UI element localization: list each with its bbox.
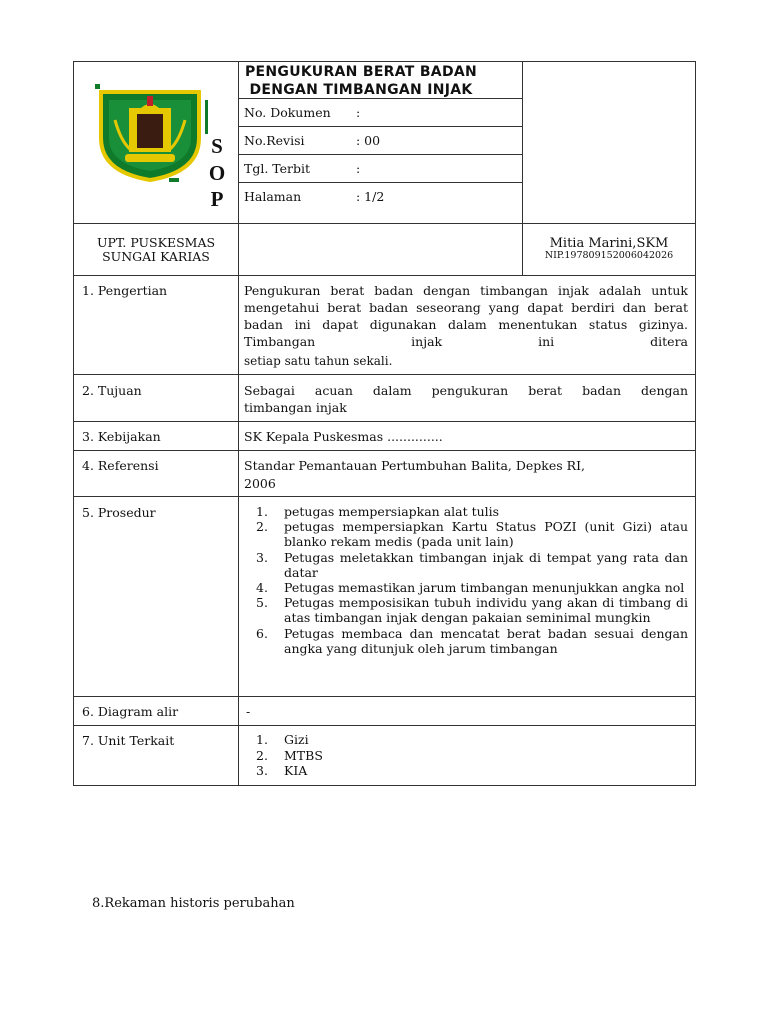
procedure-step bbox=[244, 595, 688, 625]
row-divider bbox=[73, 496, 696, 497]
row-divider bbox=[73, 374, 696, 375]
row-divider bbox=[73, 725, 696, 726]
unit-name: KIA bbox=[284, 763, 308, 778]
section-label-pengertian: 1. Pengertian bbox=[82, 283, 168, 298]
row-divider bbox=[73, 696, 696, 697]
field-label-tgl-terbit: Tgl. Terbit bbox=[244, 161, 311, 176]
step-text: Petugas memposisikan tubuh individu yang akan di timbang di atas timbangan injak dengan pakaian seminimal mungkin bbox=[284, 595, 688, 626]
signatory-name: Mitia Marini,SKM bbox=[549, 236, 669, 251]
section-text-pengertian-last: setiap satu tahun sekali. bbox=[244, 354, 393, 368]
document-title-line2: DENGAN TIMBANGAN INJAK bbox=[249, 82, 473, 98]
section-text-referensi-line1: Standar Pemantauan Pertumbuhan Balita, Depkes RI, bbox=[244, 458, 585, 473]
unit-item bbox=[244, 732, 684, 748]
row-divider bbox=[238, 154, 522, 155]
step-text: Petugas meletakkan timbangan injak di tempat yang rata dan datar bbox=[284, 549, 688, 580]
procedure-step bbox=[244, 504, 688, 519]
org-name-line2: SUNGAI KARIAS bbox=[102, 249, 210, 264]
table-border-right bbox=[695, 61, 696, 786]
sop-letter-o: O bbox=[208, 161, 226, 185]
row-divider bbox=[73, 223, 696, 224]
field-label-no-revisi: No.Revisi bbox=[244, 133, 305, 148]
field-value-tgl-terbit: : bbox=[356, 161, 361, 176]
section-label-diagram-alir: 6. Diagram alir bbox=[82, 704, 179, 719]
row-divider bbox=[73, 421, 696, 422]
signatory-nip: NIP.197809152006042026 bbox=[544, 250, 674, 261]
section-text-referensi-line2: 2006 bbox=[244, 476, 276, 491]
procedure-list bbox=[244, 504, 688, 656]
unit-list bbox=[244, 732, 684, 779]
section-text-diagram-alir: - bbox=[246, 704, 251, 719]
section-label-prosedur: 5. Prosedur bbox=[82, 505, 156, 520]
section-label-referensi: 4. Referensi bbox=[82, 458, 159, 473]
unit-name: MTBS bbox=[284, 747, 323, 763]
section-label-kebijakan: 3. Kebijakan bbox=[82, 429, 161, 444]
step-text: petugas mempersiapkan alat tulis bbox=[284, 504, 500, 519]
step-number: 4. bbox=[256, 580, 268, 596]
step-text: Petugas memastikan jarum timbangan menunjukkan angka nol bbox=[284, 580, 685, 596]
unit-item bbox=[244, 748, 684, 764]
step-number: 3. bbox=[256, 549, 268, 565]
step-text: petugas mempersiapkan Kartu Status POZI (unit Gizi) atau blanko rekam medis (pada unit lain) bbox=[284, 519, 688, 550]
step-number: 5. bbox=[256, 595, 268, 611]
row-divider bbox=[73, 275, 696, 276]
procedure-step bbox=[244, 626, 688, 656]
unit-item bbox=[244, 763, 684, 779]
step-number: 6. bbox=[256, 625, 268, 641]
table-border-bottom bbox=[73, 785, 696, 786]
procedure-step bbox=[244, 580, 688, 595]
section-text-pengertian: Pengukuran berat badan dengan timbangan injak adalah untuk mengetahui berat badan seseorang yang dapat berdiri dan berat badan ini dapat digunakan dalam menentukan status gizinya. Timbangan injak ini ditera bbox=[244, 283, 688, 349]
row-divider bbox=[238, 182, 522, 183]
logo-green-stripe bbox=[205, 100, 208, 134]
section-text-kebijakan: SK Kepala Puskesmas .............. bbox=[244, 429, 443, 444]
field-label-no-dokumen: No. Dokumen bbox=[244, 105, 331, 120]
step-number: 1. bbox=[256, 504, 268, 519]
field-label-halaman: Halaman bbox=[244, 189, 302, 204]
sop-letter-p: P bbox=[210, 187, 224, 211]
field-value-halaman: : 1/2 bbox=[356, 189, 385, 204]
org-name-line1: UPT. PUSKESMAS bbox=[96, 235, 216, 250]
field-value-no-dokumen: : bbox=[356, 105, 361, 120]
column-divider bbox=[238, 61, 239, 786]
procedure-step bbox=[244, 550, 688, 580]
field-value-no-revisi: : 00 bbox=[356, 133, 381, 148]
document-title-line1: PENGUKURAN BERAT BADAN bbox=[244, 64, 478, 80]
procedure-step bbox=[244, 519, 688, 549]
unit-number: 1. bbox=[256, 732, 268, 747]
unit-number: 2. bbox=[256, 747, 268, 763]
section-text-tujuan: Sebagai acuan dalam pengukuran berat badan dengan bbox=[244, 383, 688, 398]
step-number: 2. bbox=[256, 519, 268, 535]
section-label-tujuan: 2. Tujuan bbox=[82, 383, 142, 398]
section-label-unit-terkait: 7. Unit Terkait bbox=[82, 733, 175, 748]
puskesmas-logo bbox=[95, 80, 205, 185]
row-divider bbox=[238, 126, 522, 127]
unit-number: 3. bbox=[256, 763, 268, 778]
rekaman-historis-heading: 8.Rekaman historis perubahan bbox=[92, 896, 295, 911]
unit-name: Gizi bbox=[284, 732, 309, 747]
section-text-tujuan-last: timbangan injak bbox=[244, 400, 347, 415]
table-border-top bbox=[73, 61, 696, 62]
step-text: Petugas membaca dan mencatat berat badan sesuai dengan angka yang ditunjuk oleh jarum timbangan bbox=[284, 625, 688, 656]
sop-letter-s: S bbox=[211, 134, 223, 158]
table-border-left bbox=[73, 61, 74, 786]
row-divider bbox=[73, 450, 696, 451]
